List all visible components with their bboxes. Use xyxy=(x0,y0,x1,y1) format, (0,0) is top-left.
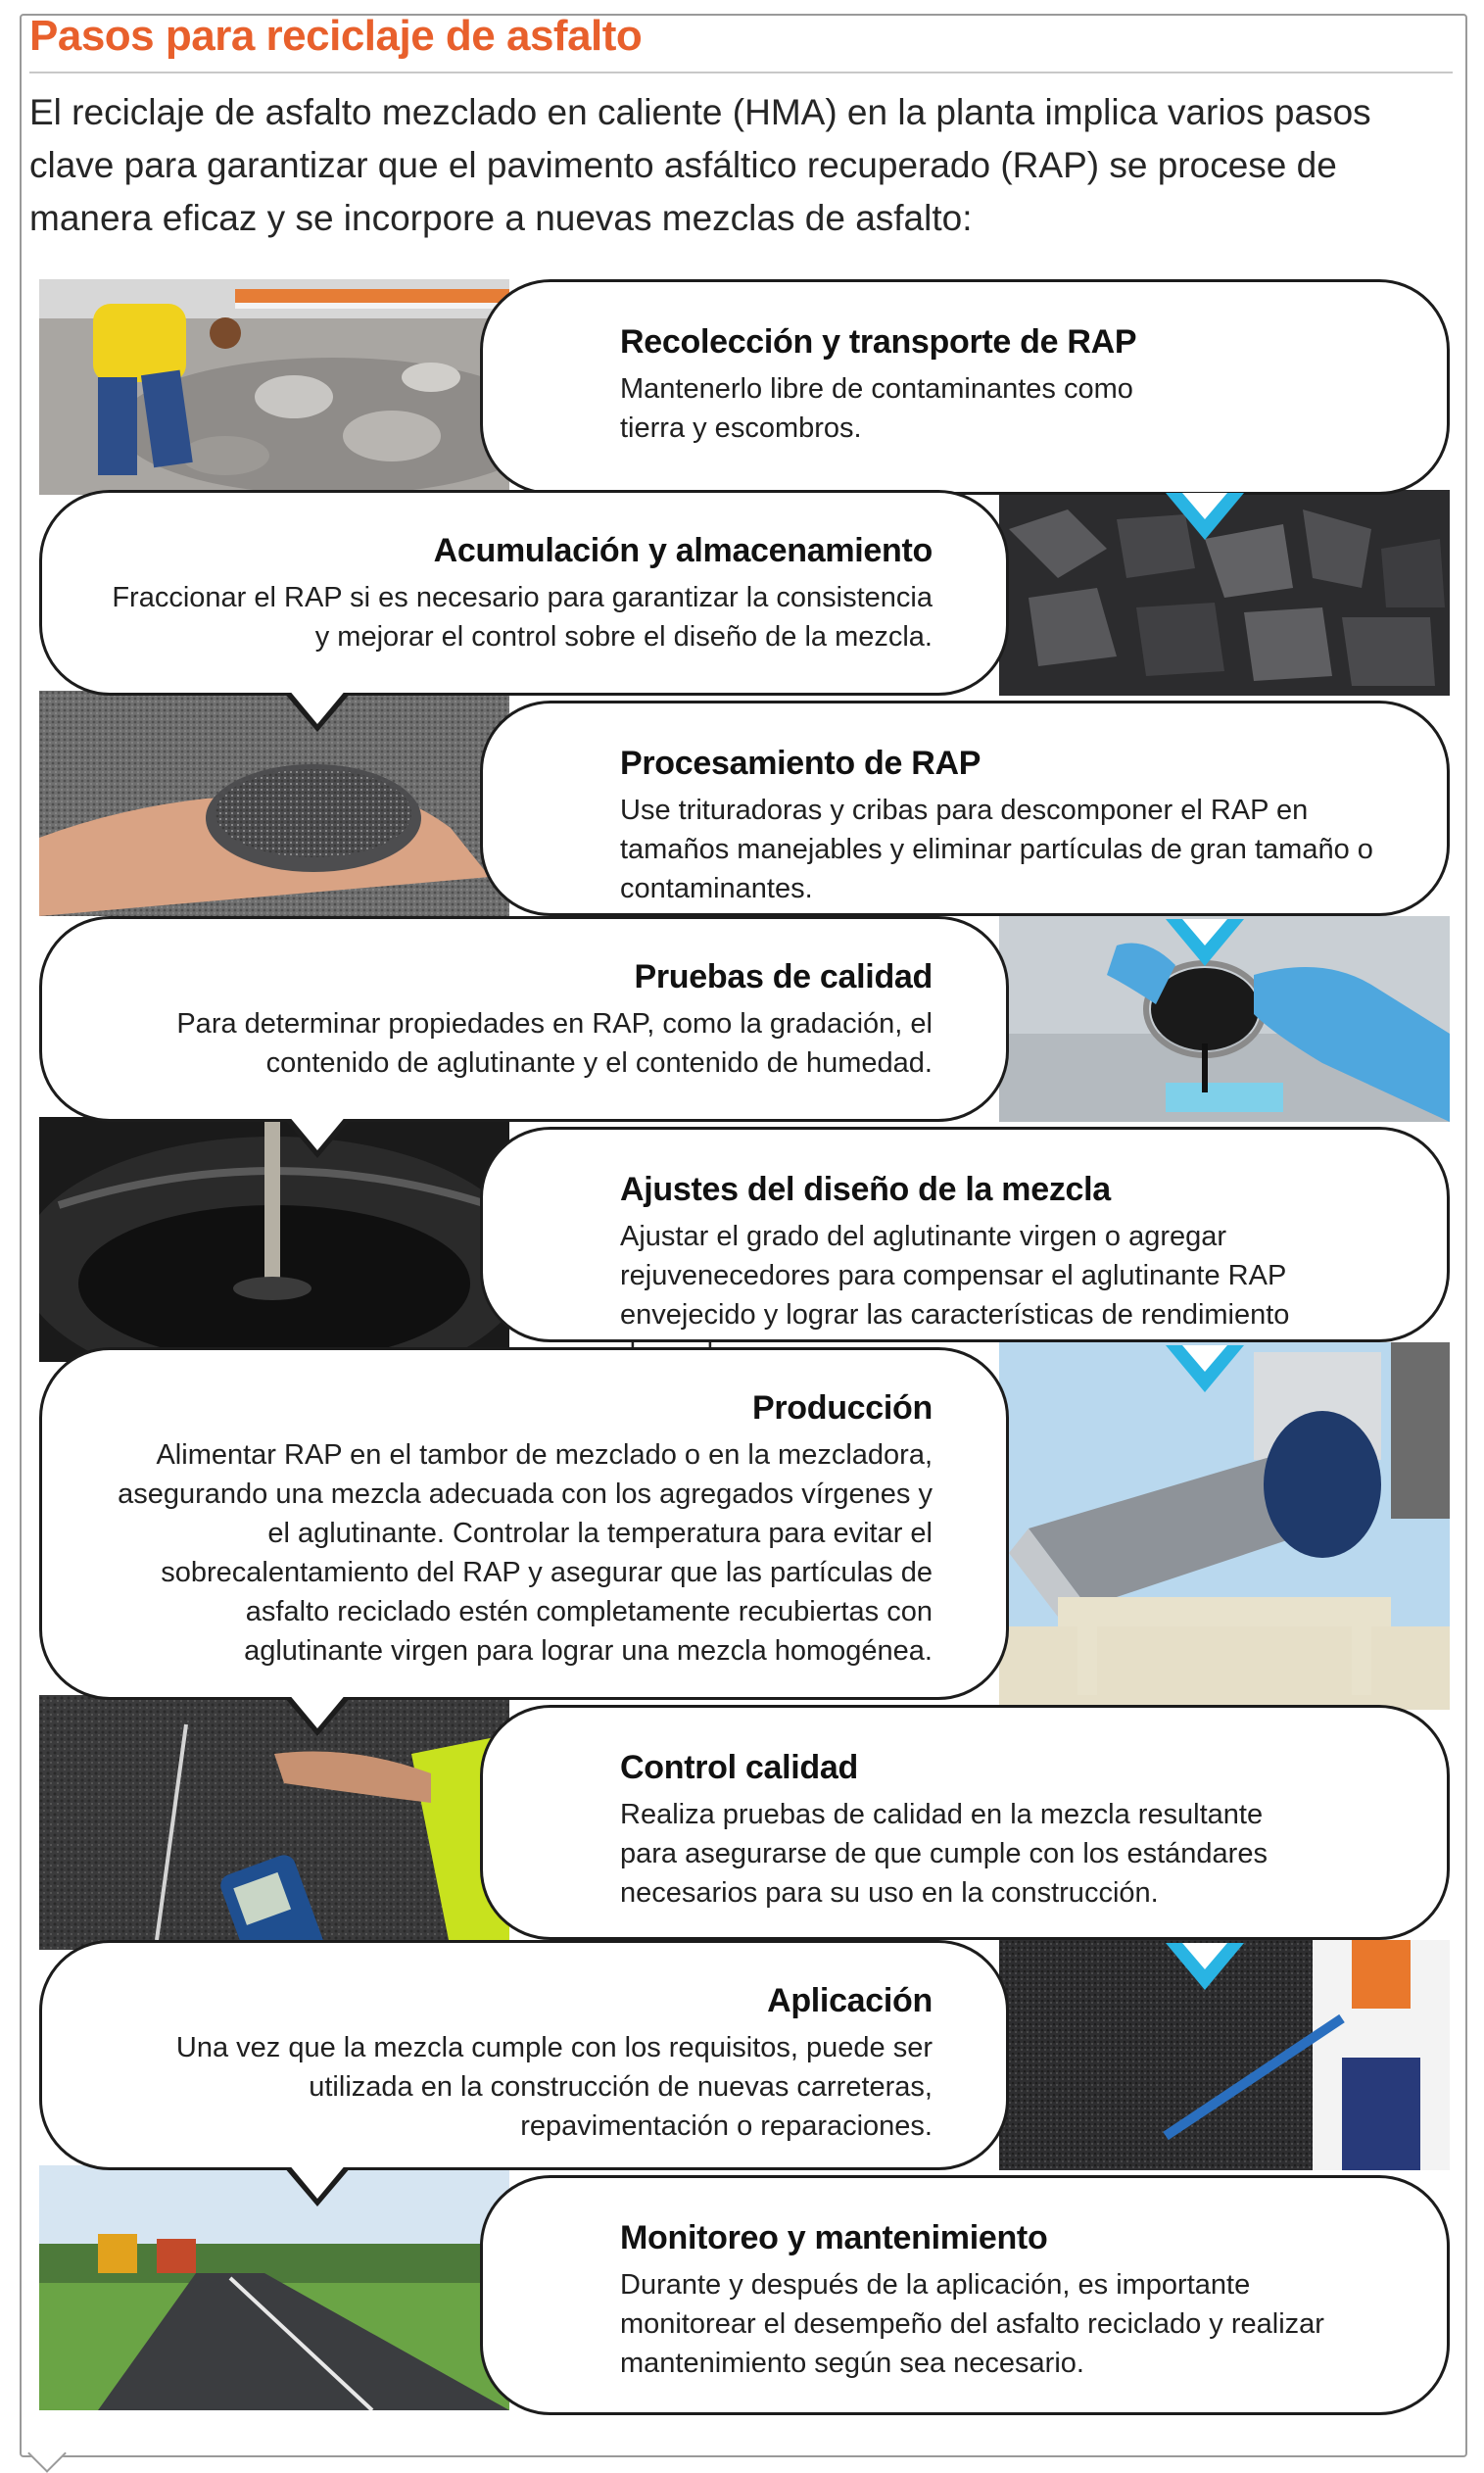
step-card-ajustes xyxy=(480,1127,1450,1342)
step-title: Control calidad xyxy=(620,1749,858,1786)
step-text: Mantenerlo libre de contaminantes como tierra y escombros. xyxy=(620,373,1133,444)
title-divider xyxy=(29,72,1453,73)
step8-bubble-tail xyxy=(284,2167,351,2206)
step-card-procesamiento xyxy=(480,701,1450,916)
step-title: Aplicación xyxy=(767,1982,933,2019)
step6-chevron-icon xyxy=(1166,1345,1244,1392)
steps-container xyxy=(39,279,1450,2425)
intro-paragraph: El reciclaje de asfalto mezclado en caliente (HMA) en la planta implica varios pasos clave para garantizar que el pavimento asfáltico recuperado (RAP) se procese de manera eficaz y se incorpore a nuevas mezclas de asfalto: xyxy=(29,92,1371,238)
step-card-pruebas xyxy=(39,916,1009,1122)
step-card-control xyxy=(480,1705,1450,1940)
step2-chevron-icon xyxy=(1166,493,1244,540)
photo-paved-road-with-trucks xyxy=(39,2165,509,2410)
step4-chevron-icon xyxy=(1166,919,1244,966)
step-title: Ajustes del diseño de la mezcla xyxy=(620,1171,1111,1208)
step-title: Recolección y transporte de RAP xyxy=(620,323,1137,361)
photo-binder-mixing-drum xyxy=(39,1117,509,1362)
step4-bubble-tail xyxy=(284,1119,351,1158)
step6-bubble-tail xyxy=(284,1697,351,1736)
step-card-produccion xyxy=(39,1347,1009,1700)
page-title: Pasos para reciclaje de asfalto xyxy=(29,12,643,60)
step-text: Una vez que la mezcla cumple con los requisitos, puede ser utilizada en la construcción de nuevas carreteras, repavimentación o reparaciones. xyxy=(175,2032,933,2142)
step-text: Para determinar propiedades en RAP, como la gradación, el contenido de aglutinante y el contenido de humedad. xyxy=(176,1008,933,1079)
step-card-aplicacion xyxy=(39,1940,1009,2170)
step-title: Pruebas de calidad xyxy=(634,958,933,995)
photo-worker-collecting-rubble xyxy=(39,279,509,495)
step-card-recoleccion xyxy=(480,279,1450,495)
step-text: Durante y después de la aplicación, es importante monitorear el desempeño del asfalto reciclado y realizar mantenimiento según sea necesario. xyxy=(620,2269,1324,2379)
step-text: Use trituradoras y cribas para descomponer el RAP en tamaños manejables y eliminar partículas de gran tamaño o contaminantes. xyxy=(620,795,1373,904)
photo-hand-holding-granules xyxy=(39,691,509,916)
photo-thermometer-probe-in-asphalt xyxy=(39,1695,509,1950)
step-title: Acumulación y almacenamiento xyxy=(433,532,933,569)
step-card-acumulacion xyxy=(39,490,1009,696)
step-title: Procesamiento de RAP xyxy=(620,745,981,782)
step8-chevron-icon xyxy=(1166,1943,1244,1990)
step2-bubble-tail xyxy=(284,693,351,732)
photo-drum-mixer-plant xyxy=(999,1342,1450,1710)
step-title: Producción xyxy=(751,1389,933,1427)
step-text: Fraccionar el RAP si es necesario para garantizar la consistencia y mejorar el control sobre el diseño de la mezcla. xyxy=(112,582,933,653)
step-text: Alimentar RAP en el tambor de mezclado o en la mezcladora, asegurando una mezcla adecuada con los agregados vírgenes y el aglutinante. Controlar la temperatura para evitar el sobrecalentamiento del RAP y asegurar que las partículas de asfalto reciclado estén completamente recubiertas con aglutinante virgen para lograr una mezcla homogénea. xyxy=(118,1439,933,1667)
step-text: Ajustar el grado del aglutinante virgen o agregar rejuvenecedores para compensar el aglutinante RAP envejecido y lograr las características de rendimiento xyxy=(620,1221,1290,1331)
step-card-monitoreo xyxy=(480,2175,1450,2415)
step-title: Monitoreo y mantenimiento xyxy=(620,2219,1048,2256)
step-text: Realiza pruebas de calidad en la mezcla resultante para asegurarse de que cumple con los estándares necesarios para su uso en la construcción. xyxy=(620,1799,1268,1909)
